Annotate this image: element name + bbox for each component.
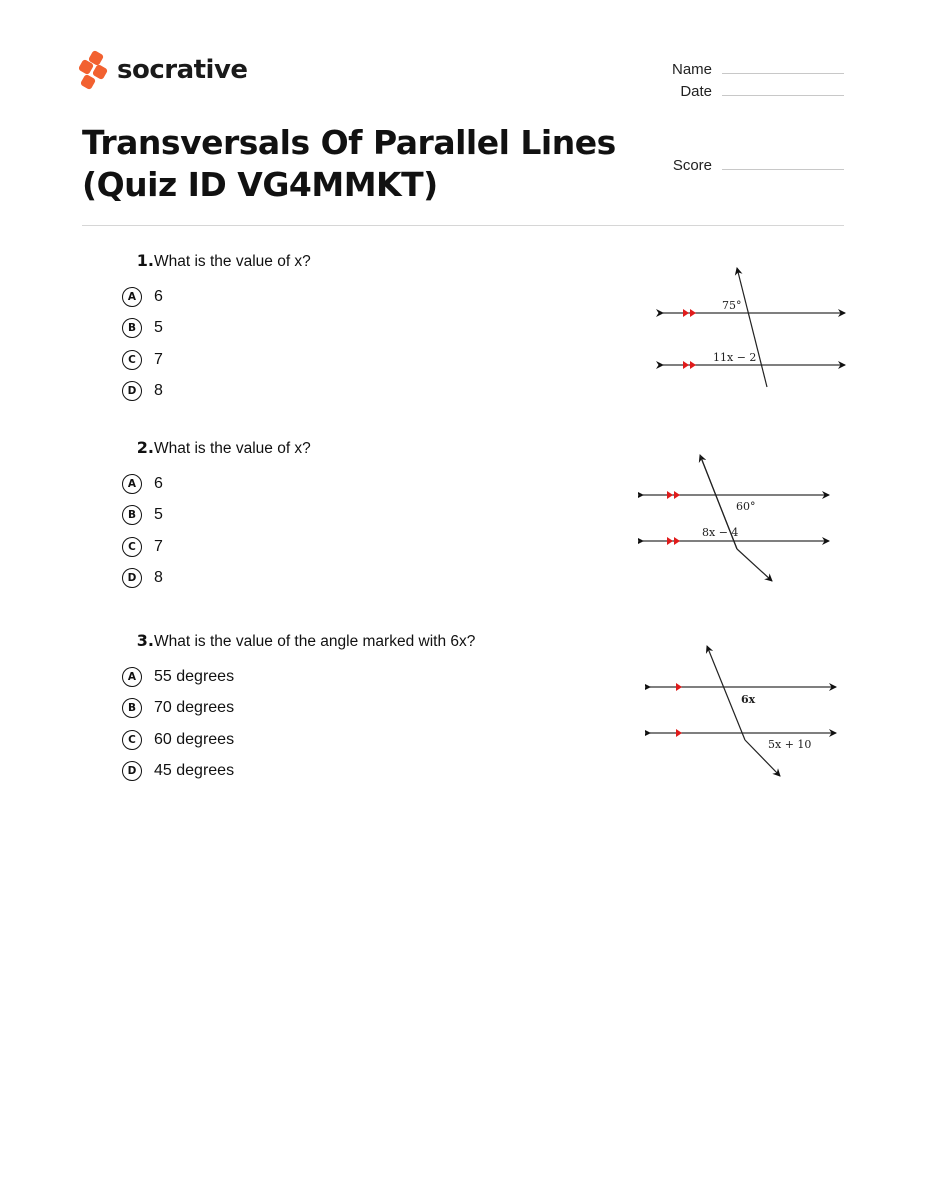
parallel-mark-icon: [676, 683, 682, 691]
option-letter-badge: B: [122, 698, 142, 718]
question-text: What is the value of x?: [154, 440, 311, 457]
option-text: 6: [154, 287, 163, 305]
angle-label-top: 75°: [722, 299, 742, 312]
score-label: Score: [672, 157, 712, 174]
option-text: 8: [154, 382, 163, 400]
name-line[interactable]: [722, 73, 844, 74]
question-text: What is the value of x?: [154, 253, 311, 270]
title-line-1: Transversals Of Parallel Lines: [82, 123, 616, 162]
option-text: 60 degrees: [154, 730, 235, 748]
option-letter-badge: D: [122, 761, 142, 781]
question-number: 3.: [136, 631, 154, 650]
header-divider: [82, 225, 844, 226]
brand-name: socrative: [117, 55, 248, 85]
angle-label-bottom: 5x + 10: [768, 738, 812, 751]
option-text: 5: [154, 506, 163, 524]
score-line[interactable]: [722, 169, 844, 170]
option-text: 45 degrees: [154, 762, 235, 780]
option-letter-badge: A: [122, 667, 142, 687]
option-letter-badge: B: [122, 505, 142, 525]
option-text: 70 degrees: [154, 699, 235, 717]
option-text: 7: [154, 537, 163, 555]
date-field[interactable]: [672, 78, 844, 100]
option-text: 55 degrees: [154, 667, 235, 685]
socrative-logo: [80, 52, 248, 90]
angle-label-bottom: 11x − 2: [713, 351, 757, 364]
page-title: [82, 122, 616, 206]
option-letter-badge: C: [122, 350, 142, 370]
transversal-figure-3: [645, 640, 840, 782]
option-letter-badge: C: [122, 730, 142, 750]
transversal-figure-1: [655, 262, 850, 392]
option-text: 5: [154, 319, 163, 337]
parallel-mark-icon: [676, 729, 682, 737]
angle-label-top: 60°: [736, 500, 756, 513]
angle-label-top: 6x: [741, 693, 756, 706]
option-letter-badge: D: [122, 568, 142, 588]
date-line[interactable]: [722, 95, 844, 96]
date-label: Date: [680, 83, 712, 100]
score-field[interactable]: [672, 152, 844, 174]
option-letter-badge: C: [122, 537, 142, 557]
option-text: 7: [154, 350, 163, 368]
name-field[interactable]: [672, 56, 844, 78]
transversal-figure-2: [638, 450, 833, 585]
angle-label-bottom: 8x − 4: [702, 526, 739, 539]
option-text: 8: [154, 569, 163, 587]
question-text: What is the value of the angle marked with 6x?: [154, 633, 476, 650]
name-label: Name: [671, 61, 712, 78]
option-letter-badge: B: [122, 318, 142, 338]
title-line-2: (Quiz ID VG4MMKT): [82, 165, 438, 204]
question-number: 1.: [136, 251, 154, 270]
option-letter-badge: D: [122, 381, 142, 401]
student-info-fields: [672, 56, 844, 174]
option-letter-badge: A: [122, 474, 142, 494]
hexagon-logo-icon: [80, 52, 110, 90]
option-text: 6: [154, 474, 163, 492]
option-letter-badge: A: [122, 287, 142, 307]
question-number: 2.: [136, 438, 154, 457]
